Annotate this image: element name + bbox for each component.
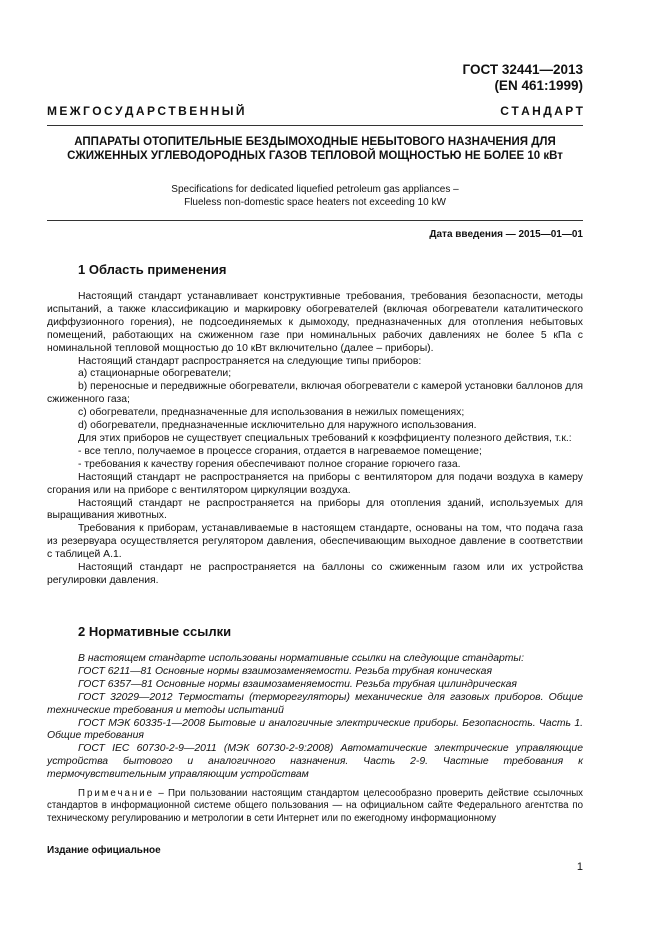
note-text: – При пользовании настоящим стандартом целесообразно проверить действие ссылочных стандартов в информационной системе общего пользования — на официальном сайте Федерального агентства по техническому регулированию и метрологии в сети Интернет или по ежегодному информационному <box>47 788 583 824</box>
divider-top <box>47 125 583 126</box>
note <box>47 788 583 825</box>
document-title <box>47 135 583 163</box>
section-scope <box>47 262 583 588</box>
standard-type <box>47 104 583 118</box>
divider-bottom <box>47 220 583 221</box>
section-2-paragraph: ГОСТ 32029—2012 Термостаты (терморегуляторы) механические для газовых приборов. Общие технические требования и методы испытаний <box>47 691 583 716</box>
section-1-paragraph: Настоящий стандарт не распространяется на приборы для отопления зданий, используемых для выращивания животных. <box>47 497 583 522</box>
section-1-heading: 1 Область применения <box>78 262 227 277</box>
english-title <box>47 183 583 209</box>
title-line-1: АППАРАТЫ ОТОПИТЕЛЬНЫЕ БЕЗДЫМОХОДНЫЕ НЕБЫТОВОГО НАЗНАЧЕНИЯ ДЛЯ <box>74 136 556 148</box>
section-1-paragraph: а) стационарные обогреватели; <box>78 368 232 380</box>
section-1-paragraph: Настоящий стандарт устанавливает конструктивные требования, требования безопасности, методы испытаний, а также классификацию и маркировку обогревателей (включая обогреватели каталитического диффузионного горения), не подсоединяемых к дымоходу, предназначенных для отопления небытовых помещений, работающих на сжиженном газе при номинальных рабочих давлениях не более 5 кПа с номинальной тепловой мощностью до 10 кВт включительно (далее – приборы). <box>47 291 583 354</box>
section-1-paragraph: Требования к приборам, устанавливаемые в настоящем стандарте, основаны на том, что подача газа из резервуара осуществляется регулятором давления, обеспечивающим выходное давление в соответствии с таблицей А.1. <box>47 523 583 561</box>
section-1-paragraph: - требования к качеству горения обеспечивают полное сгорание горючего газа. <box>78 458 461 470</box>
section-1-paragraph: Для этих приборов не существует специальных требований к коэффициенту полезного действия, т.к.: <box>78 432 572 444</box>
section-1-paragraph: - все тепло, получаемое в процессе сгорания, отдается в нагреваемое помещение; <box>78 445 482 457</box>
section-2-body <box>47 653 583 782</box>
section-2-heading: 2 Нормативные ссылки <box>78 624 232 639</box>
section-2-paragraph: ГОСТ 6211—81 Основные нормы взаимозаменяемости. Резьба трубная коническая <box>78 665 492 677</box>
standard-type-text: М Е Ж Г О С У Д А Р С Т В Е Н Н Ы Й С Т А Н Д А Р Т <box>47 104 583 118</box>
section-2-paragraph: ГОСТ IEC 60730-2-9—2011 (МЭК 60730-2-9:2008) Автоматические электрические управляющие устройства бытового и аналогичного назначения. Часть 2-9. Частные требования к термочувствительным управляющим устройствам <box>47 743 583 781</box>
section-1-paragraph: Настоящий стандарт распространяется на следующие типы приборов: <box>78 355 422 367</box>
section-1-paragraph: Настоящий стандарт не распространяется на приборы с вентилятором для подачи воздуха в камеру сгорания или на приборе с вентилятором циркуляции воздуха. <box>47 471 583 496</box>
section-2-paragraph: ГОСТ МЭК 60335-1—2008 Бытовые и аналогичные электрические приборы. Безопасность. Часть 1. Общие требования <box>47 717 583 742</box>
section-1-paragraph: c) обогреватели, предназначенные для использования в нежилых помещениях; <box>78 407 465 419</box>
section-1-paragraph: d) обогреватели, предназначенные исключительно для наружного использования. <box>78 420 477 432</box>
section-1-paragraph: Настоящий стандарт не распространяется на баллоны со сжиженным газом или их устройства регулировки давления. <box>47 562 583 586</box>
english-title-line-2: Flueless non-domestic space heaters not exceeding 10 kW <box>184 197 446 208</box>
introduction-date: Дата введения — 2015—01—01 <box>429 229 583 240</box>
section-2-paragraph: ГОСТ 6357—81 Основные нормы взаимозаменяемости. Резьба трубная цилиндрическая <box>78 678 517 690</box>
title-line-2: СЖИЖЕННЫХ УГЛЕВОДОРОДНЫХ ГАЗОВ ТЕПЛОВОЙ МОЩНОСТЬЮ НЕ БОЛЕЕ 10 кВт <box>67 150 563 162</box>
en-number: (EN 461:1999) <box>494 78 583 93</box>
section-2-paragraph: В настоящем стандарте использованы нормативные ссылки на следующие стандарты: <box>78 653 524 664</box>
page-number: 1 <box>576 861 583 873</box>
english-title-line-1: Specifications for dedicated liquefied petroleum gas appliances – <box>171 184 459 195</box>
note-label: Примечание <box>78 788 155 800</box>
section-references <box>47 624 583 825</box>
gost-number: ГОСТ 32441—2013 <box>462 62 583 77</box>
section-1-body <box>47 291 583 588</box>
standard-code <box>463 62 583 94</box>
section-1-paragraph: b) переносные и передвижные обогреватели, включая обогреватели с камерой установки баллонов для сжиженного газа; <box>47 381 583 406</box>
official-edition: Издание официальное <box>47 845 161 856</box>
